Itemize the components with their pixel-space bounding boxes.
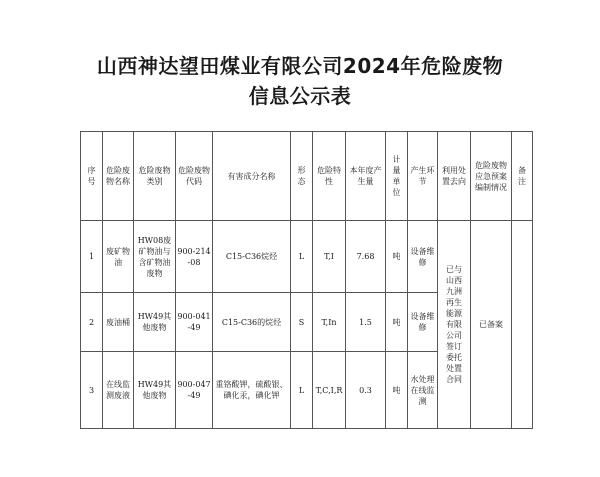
cell-unit: 吨 [386, 221, 408, 293]
cell-code: 900-214-08 [176, 221, 213, 293]
cell-plan-merged: 已备案 [471, 221, 512, 429]
cell-index: 1 [81, 221, 103, 293]
header-unit: 计量单位 [386, 132, 408, 221]
cell-code: 900-041-49 [176, 293, 213, 352]
header-name: 危险废物名称 [103, 132, 134, 221]
cell-code: 900-047-49 [176, 352, 213, 429]
cell-annual: 0.3 [346, 352, 386, 429]
cell-name: 废油桶 [103, 293, 134, 352]
cell-name: 在线监测废液 [103, 352, 134, 429]
cell-source: 设备维修 [408, 221, 438, 293]
cell-property: T,C,I,R [313, 352, 346, 429]
cell-form: L [291, 352, 313, 429]
header-destination: 利用处置去向 [438, 132, 471, 221]
cell-annual: 1.5 [346, 293, 386, 352]
cell-source: 设备维修 [408, 293, 438, 352]
header-source: 产生环节 [408, 132, 438, 221]
header-category: 危险废物类别 [134, 132, 176, 221]
cell-components: C15-C36烷烃 [213, 221, 291, 293]
cell-index: 2 [81, 293, 103, 352]
header-row [81, 132, 533, 221]
header-annual: 本年度产生量 [346, 132, 386, 221]
document-title-line1: 山西神达望田煤业有限公司2024年危险废物 [96, 54, 504, 78]
cell-form: S [291, 293, 313, 352]
document-title-line2: 信息公示表 [248, 84, 352, 108]
cell-remark-merged [512, 221, 533, 429]
cell-unit: 吨 [386, 293, 408, 352]
cell-category: HW49其他废物 [134, 293, 176, 352]
header-code: 危险废物代码 [176, 132, 213, 221]
cell-components: 重铬酸钾，硫酸银、碘化汞，碘化钾 [213, 352, 291, 429]
header-form: 形态 [291, 132, 313, 221]
cell-source: 水处理在线监测 [408, 352, 438, 429]
cell-destination-merged: 已与山西九洲再生能源有限公司签订委托处置合同 [438, 221, 471, 429]
header-plan: 危险废物应急预案编制情况 [471, 132, 512, 221]
cell-components: C15-C36的烷烃 [213, 293, 291, 352]
header-components: 有害成分名称 [213, 132, 291, 221]
cell-category: HW49其他废物 [134, 352, 176, 429]
table-row [81, 221, 533, 293]
cell-annual: 7.68 [346, 221, 386, 293]
cell-property: T,I [313, 221, 346, 293]
cell-property: T,In [313, 293, 346, 352]
hazardous-waste-table [80, 131, 533, 429]
cell-index: 3 [81, 352, 103, 429]
cell-form: L [291, 221, 313, 293]
cell-name: 废矿物油 [103, 221, 134, 293]
cell-category: HW08废矿物油与含矿物油废物 [134, 221, 176, 293]
header-remark: 备注 [512, 132, 533, 221]
cell-unit: 吨 [386, 352, 408, 429]
header-property: 危险特性 [313, 132, 346, 221]
header-index: 序号 [81, 132, 103, 221]
